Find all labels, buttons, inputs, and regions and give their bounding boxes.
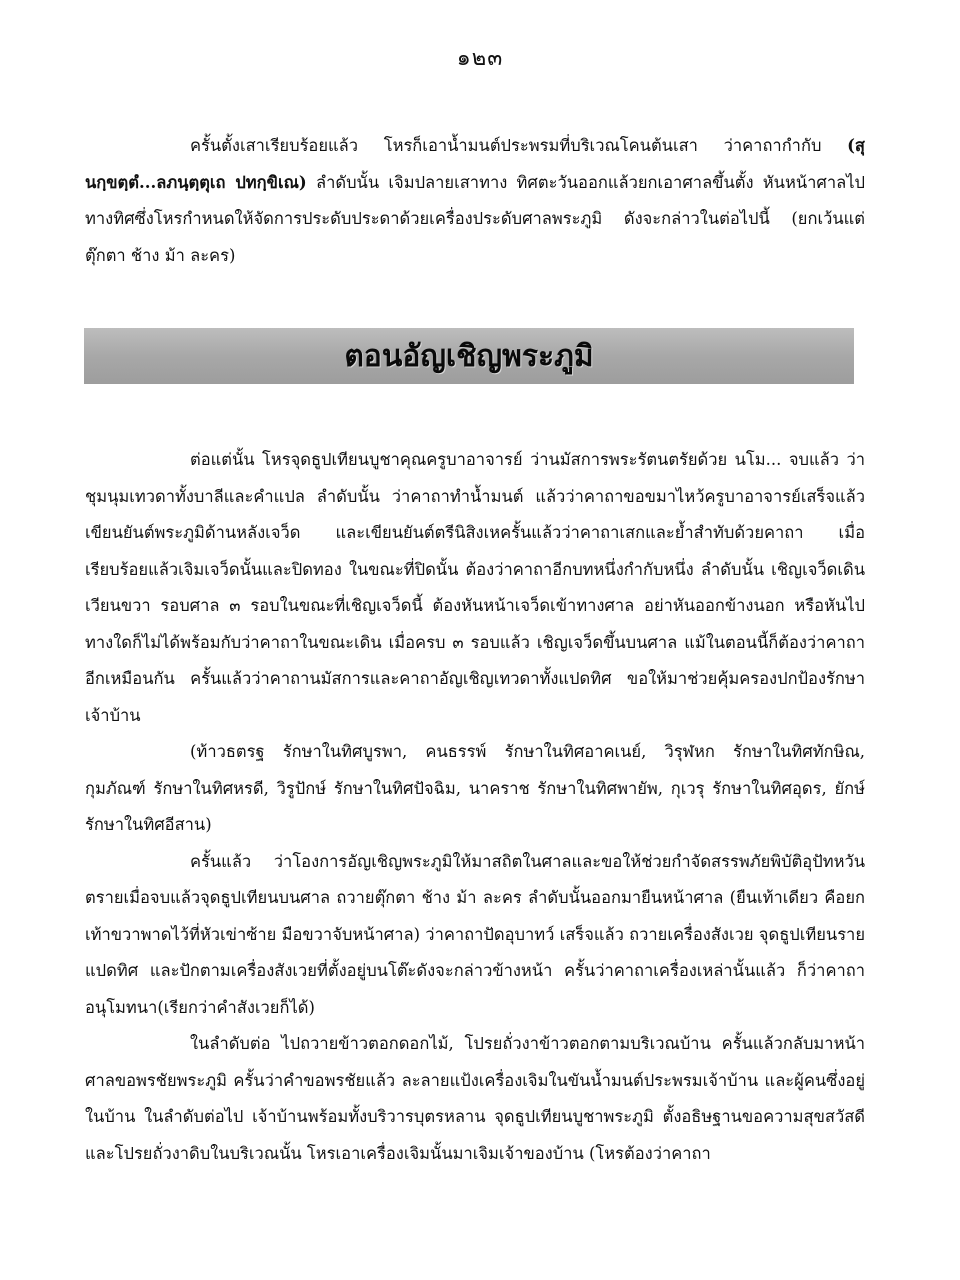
body-text-block [85, 442, 865, 1172]
intro-text-start: ครั้นตั้งเสาเรียบร้อยแล้ว โหรก็เอาน้ำมนต์ประพรมที่บริเวณโคนต้นเสา ว่าคาถากำกับ [190, 136, 848, 155]
page-number: ๑๒๓ [456, 46, 504, 71]
body-paragraph-1: ต่อแต่นั้น โหรจุดธูปเทียนบูชาคุณครูบาอาจารย์ ว่านมัสการพระรัตนตรัยด้วย นโม... จบแล้ว ว่าชุมนุมเทวดาทั้งบาลีและคำแปล ลำดับนั้น ว่าคาถาทำน้ำมนต์ แล้วว่าคาถาขอขมาไหว้ครูบาอาจารย์เสร็จแล้ว เขียนยันต์พระภูมิด้านหลังเจว็ด และเขียนยันต์ตรีนิสิงเหครั้นแล้วว่าคาถาเสกและย้ำสำทับด้วยคาถา เมื่อเรียบร้อยแล้วเจิมเจว็ดนั้นและปิดทอง ในขณะที่ปิดนั้น ต้องว่าคาถาอีกบทหนึ่งกำกับหนึ่ง ลำดับนั้น เชิญเจว็ดเดินเวียนขวา รอบศาล ๓ รอบในขณะที่เชิญเจว็ดนี้ ต้องหันหน้าเจว็ดเข้าทางศาล อย่าหันออกข้างนอก หรือหันไปทางใดก็ไม่ได้พร้อมกับว่าคาถาในขณะเดิน เมื่อครบ ๓ รอบแล้ว เชิญเจว็ดขึ้นบนศาล แม้ในตอนนี้ก็ต้องว่าคาถาอีกเหมือนกัน ครั้นแล้วว่าคาถานมัสการและคาถาอัญเชิญเทวดาทั้งแปดทิศ ขอให้มาช่วยคุ้มครองปกป้องรักษาเจ้าบ้าน [85, 450, 865, 725]
body-paragraph-deities: (ท้าวธตรฐ รักษาในทิศบูรพา, คนธรรพ์ รักษาในทิศอาคเนย์, วิรุฬหก รักษาในทิศทักษิณ, กุมภัณฑ์ รักษาในทิศหรดี, วิรูปักษ์ รักษาในทิศปัจฉิม, นาคราช รักษาในทิศพายัพ, กุเวรุ รักษาในทิศอุดร, ยักษ์ รักษาในทิศอีสาน) [85, 742, 865, 834]
body-paragraph-3: ครั้นแล้ว ว่าโองการอัญเชิญพระภูมิให้มาสถิตในศาลและขอให้ช่วยกำจัดสรรพภัยพิบัติอุปัทหวันตรายเมื่อจบแล้วจุดธูปเทียนบนศาล ถวายตุ๊กตา ช้าง ม้า ละคร ลำดับนั้นออกมายืนหน้าศาล (ยืนเท้าเดียว คือยกเท้าขวาพาดไว้ที่หัวเข่าซ้าย มือขวาจับหน้าศาล) ว่าคาถาปัดอุบาทว์ เสร็จแล้ว ถวายเครื่องสังเวย จุดธูปเทียนรายแปดทิศ และปักตามเครื่องสังเวยที่ตั้งอยู่บนโต๊ะดังจะกล่าวข้างหน้า ครั้นว่าคาถาเครื่องเหล่านั้นแล้ว ก็ว่าคาถาอนุโมทนา(เรียกว่าคำสังเวยก็ได้) [85, 851, 865, 1017]
intro-pali-phrase: (สุนกฺขตฺตํ...ลภนฺตฺตุเถ ปทกฺขิเณ) [85, 136, 865, 192]
intro-text-end: ลำดับนั้น เจิมปลายเสาทาง ทิศตะวันออกแล้วยกเอาศาลขึ้นตั้ง หันหน้าศาลไปทางทิศซึ่งโหรกำหนดให้จัดการประดับประดาด้วยเครื่องประดับศาลพระภูมิ ดังจะกล่าวในต่อไปนี้ (ยกเว้นแต่ตุ๊กตา ช้าง ม้า ละคร) [85, 172, 865, 265]
intro-paragraph [85, 128, 865, 274]
section-heading-banner [84, 328, 854, 384]
intro-paragraph-block [85, 128, 865, 274]
section-title: ตอนอัญเชิญพระภูมิ [344, 338, 594, 374]
body-paragraph-4: ในลำดับต่อ ไปถวายข้าวตอกดอกไม้, โปรยถั่วงาข้าวตอกตามบริเวณบ้าน ครั้นแล้วกลับมาหน้าศาลขอพรชัยพระภูมิ ครั้นว่าคำขอพรชัยแล้ว ละลายแป้งเครื่องเจิมในขันน้ำมนต์ประพรมเจ้าบ้าน และผู้คนซึ่งอยู่ในบ้าน ในลำดับต่อไป เจ้าบ้านพร้อมทั้งบริวารบุตรหลาน จุดธูปเทียนบูชาพระภูมิ ตั้งอธิษฐานขอความสุขสวัสดี และโปรยถั่วงาดิบในบริเวณนั้น โหรเอาเครื่องเจิมนั้นมาเจิมเจ้าของบ้าน (โหรต้องว่าคาถา [85, 1034, 865, 1163]
